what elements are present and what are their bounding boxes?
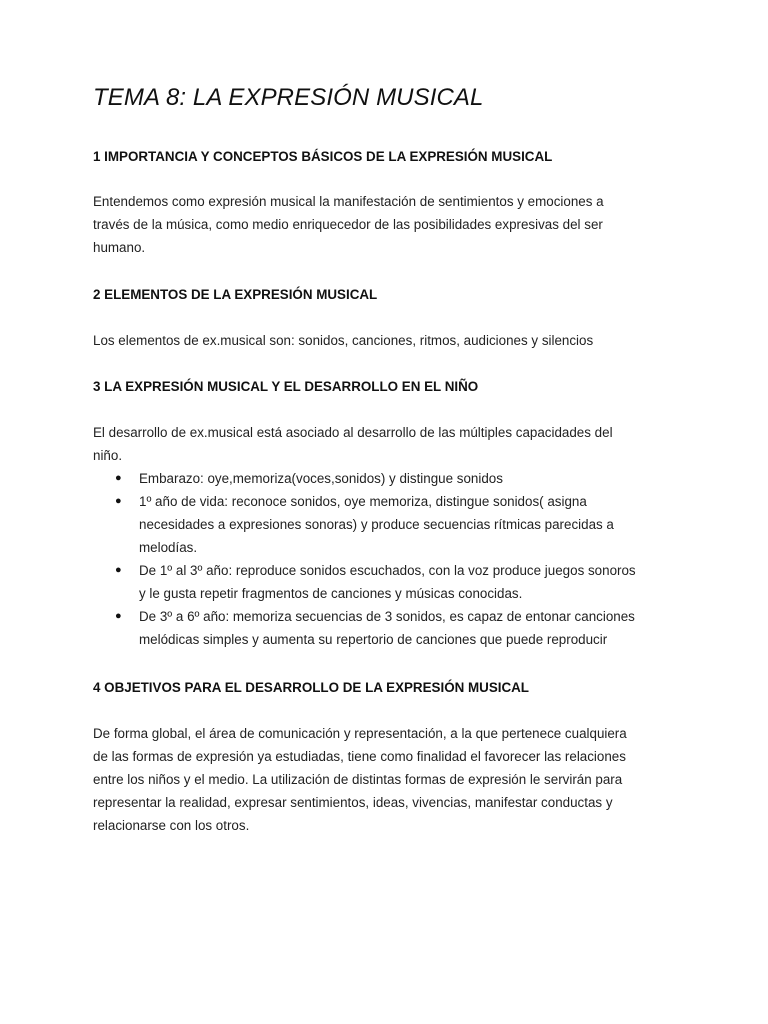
section-2-heading: 2 ELEMENTOS DE LA EXPRESIÓN MUSICAL	[93, 287, 378, 302]
document-title: TEMA 8: LA EXPRESIÓN MUSICAL	[93, 84, 484, 111]
paragraph-line: de las formas de expresión ya estudiadas, tiene como finalidad el favorecer las relaciones	[93, 749, 626, 764]
paragraph-line: niño.	[93, 448, 123, 463]
list-item	[93, 605, 693, 651]
section-1-heading: 1 IMPORTANCIA Y CONCEPTOS BÁSICOS DE LA EXPRESIÓN MUSICAL	[93, 149, 553, 164]
bullet-icon: ●	[115, 564, 122, 576]
paragraph-line: través de la música, como medio enriquecedor de las posibilidades expresivas del ser	[93, 217, 603, 232]
list-item-line: melódicas simples y aumenta su repertorio de canciones que puede reproducir	[139, 632, 608, 647]
list-item	[93, 490, 693, 559]
list-item-line: melodías.	[139, 540, 198, 555]
paragraph-line: Los elementos de ex.musical son: sonidos, canciones, ritmos, audiciones y silencios	[93, 333, 594, 348]
paragraph-line: representar la realidad, expresar sentimientos, ideas, vivencias, manifestar conductas y	[93, 795, 613, 810]
list-item	[93, 559, 693, 605]
list-item-line: Embarazo: oye,memoriza(voces,sonidos) y distingue sonidos	[139, 471, 503, 486]
paragraph-line: Entendemos como expresión musical la manifestación de sentimientos y emociones a	[93, 194, 604, 209]
list-item-line: y le gusta repetir fragmentos de canciones y músicas conocidas.	[139, 586, 523, 601]
paragraph-line: De forma global, el área de comunicación y representación, a la que pertenece cualquiera	[93, 726, 627, 741]
section-4-paragraph	[93, 722, 675, 837]
list-item-line: 1º año de vida: reconoce sonidos, oye memoriza, distingue sonidos( asigna	[139, 494, 587, 509]
section-3-paragraph	[93, 421, 675, 467]
list-item-line: necesidades a expresiones sonoras) y produce secuencias rítmicas parecidas a	[139, 517, 614, 532]
bullet-icon: ●	[115, 472, 122, 484]
bullet-icon: ●	[115, 495, 122, 507]
section-3-heading: 3 LA EXPRESIÓN MUSICAL Y EL DESARROLLO EN EL NIÑO	[93, 379, 479, 394]
section-4-heading: 4 OBJETIVOS PARA EL DESARROLLO DE LA EXPRESIÓN MUSICAL	[93, 680, 529, 695]
list-item	[93, 467, 693, 490]
bullet-icon: ●	[115, 610, 122, 622]
section-3-bullet-list	[93, 467, 693, 651]
paragraph-line: entre los niños y el medio. La utilización de distintas formas de expresión le servirán para	[93, 772, 623, 787]
section-1-paragraph	[93, 190, 675, 259]
paragraph-line: relacionarse con los otros.	[93, 818, 250, 833]
list-item-line: De 3º a 6º año: memoriza secuencias de 3 sonidos, es capaz de entonar canciones	[139, 609, 635, 624]
paragraph-line: humano.	[93, 240, 146, 255]
list-item-line: De 1º al 3º año: reproduce sonidos escuchados, con la voz produce juegos sonoros	[139, 563, 636, 578]
paragraph-line: El desarrollo de ex.musical está asociado al desarrollo de las múltiples capacidades del	[93, 425, 613, 440]
section-2-paragraph	[93, 329, 675, 352]
